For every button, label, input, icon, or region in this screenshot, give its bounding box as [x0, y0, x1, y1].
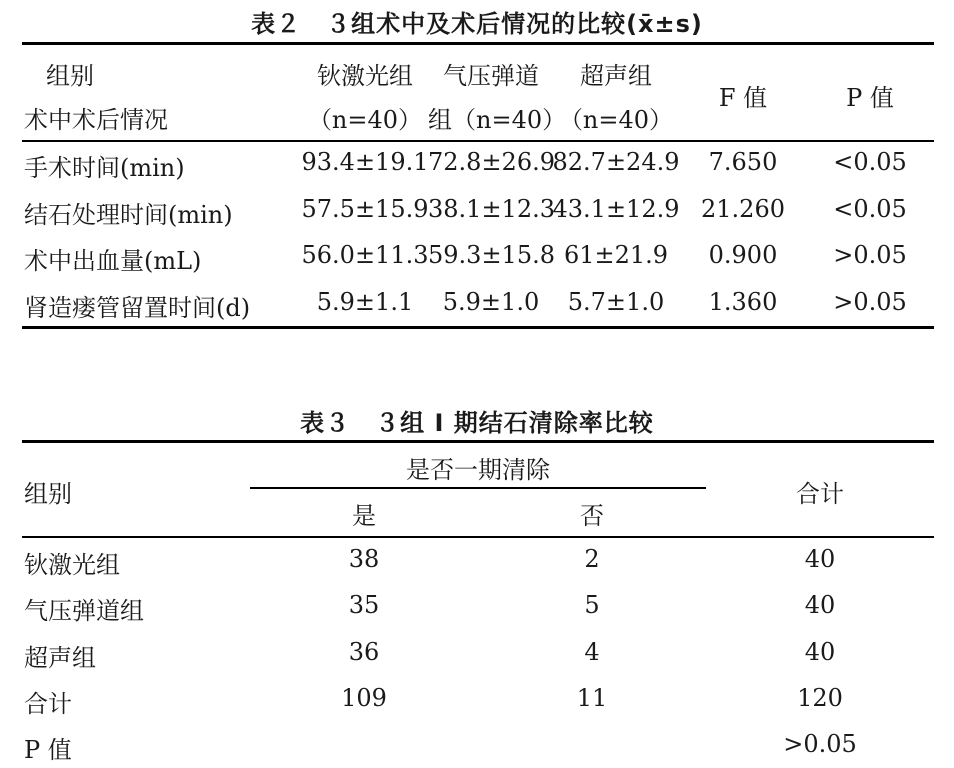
table2-row-label: 结石处理时间(min) — [24, 201, 233, 229]
table2-header-col2-line1: 气压弹道 — [443, 62, 539, 90]
table2-cell-col3: 5.7±1.0 — [567, 288, 665, 316]
table2-row-label: 术中出血量(mL) — [24, 247, 202, 275]
table2-bottom-rule — [22, 326, 934, 329]
table2-cell-f: 1.360 — [708, 288, 778, 316]
table2-cell-col1: 57.5±15.9 — [301, 195, 429, 223]
table3-span-rule — [250, 487, 706, 489]
table2-cell-p: <0.05 — [833, 195, 907, 223]
table2-cell-col2: 5.9±1.0 — [442, 288, 540, 316]
table3-p-label: P 值 — [24, 736, 72, 764]
table2-cell-p: >0.05 — [833, 241, 907, 269]
table3-row-label: 超声组 — [24, 644, 96, 672]
table2-cell-f: 7.650 — [708, 148, 778, 176]
table3-title: 表３ ３组 Ⅰ 期结石清除率比较 — [300, 409, 654, 437]
table3-cell-yes: 35 — [348, 591, 380, 619]
table3-header-yes: 是 — [352, 502, 376, 530]
table2-cell-col1: 5.9±1.1 — [316, 288, 414, 316]
table3-top-rule — [22, 440, 934, 443]
table2-cell-col2: 59.3±15.8 — [428, 241, 555, 269]
table2-header-group-line1: 组别 — [46, 62, 94, 90]
table3-row-label: 气压弹道组 — [24, 597, 144, 625]
table2-header-f: F 值 — [718, 84, 768, 112]
table2-cell-col2: 72.8±26.9 — [428, 148, 555, 176]
table3-cell-no: 4 — [584, 638, 600, 666]
table3-cell-total: 40 — [804, 545, 836, 573]
table2-row-label: 肾造瘘管留置时间(d) — [24, 294, 251, 322]
table2-cell-col3: 61±21.9 — [563, 241, 669, 269]
table2-header-p: P 值 — [846, 84, 894, 112]
table2-top-rule — [22, 42, 934, 45]
table2-cell-col3: 43.1±12.9 — [552, 195, 680, 223]
table2-header-col3-line1: 超声组 — [580, 62, 652, 90]
table3-cell-total: 40 — [804, 591, 836, 619]
table3-cell-yes: 38 — [348, 545, 380, 573]
table3-row-label: 合计 — [24, 690, 72, 718]
table2-header-col1-line2: （n=40） — [307, 106, 423, 134]
table3-header-group: 组别 — [24, 480, 72, 508]
table3-cell-no: 5 — [584, 591, 600, 619]
table2-header-col1-line1: 钬激光组 — [317, 62, 413, 90]
table3-cell-no: 2 — [584, 545, 600, 573]
table3-row-label: 钬激光组 — [24, 551, 120, 579]
table3-cell-no: 11 — [576, 684, 608, 712]
table2-cell-col2: 38.1±12.3 — [428, 195, 555, 223]
table2-cell-col1: 93.4±19.1 — [301, 148, 429, 176]
table2-row-label: 手术时间(min) — [24, 154, 185, 182]
table2-header-group-line2: 术中术后情况 — [24, 106, 168, 134]
table2-header-rule — [22, 140, 934, 142]
table2-header-col3-line2: （n=40） — [558, 106, 674, 134]
table2-cell-p: <0.05 — [833, 148, 907, 176]
table2-cell-col1: 56.0±11.3 — [301, 241, 429, 269]
table2-cell-p: >0.05 — [833, 288, 907, 316]
table3-cell-total: 120 — [797, 684, 843, 712]
table3-p-value: >0.05 — [783, 730, 857, 758]
table3-cell-yes: 109 — [341, 684, 387, 712]
table3-header-no: 否 — [580, 502, 604, 530]
table2-cell-f: 21.260 — [701, 195, 785, 223]
table2-header-col2-line2: 组（n=40） — [428, 106, 567, 134]
table3-header-rule — [22, 536, 934, 538]
table2-cell-f: 0.900 — [708, 241, 778, 269]
table3-cell-total: 40 — [804, 638, 836, 666]
table2-title: 表２ ３组术中及术后情况的比较(x̄±s) — [251, 10, 703, 38]
table3-cell-yes: 36 — [348, 638, 380, 666]
table3-header-span: 是否一期清除 — [406, 456, 550, 484]
table3-header-total: 合计 — [796, 480, 844, 508]
table2-cell-col3: 82.7±24.9 — [552, 148, 680, 176]
